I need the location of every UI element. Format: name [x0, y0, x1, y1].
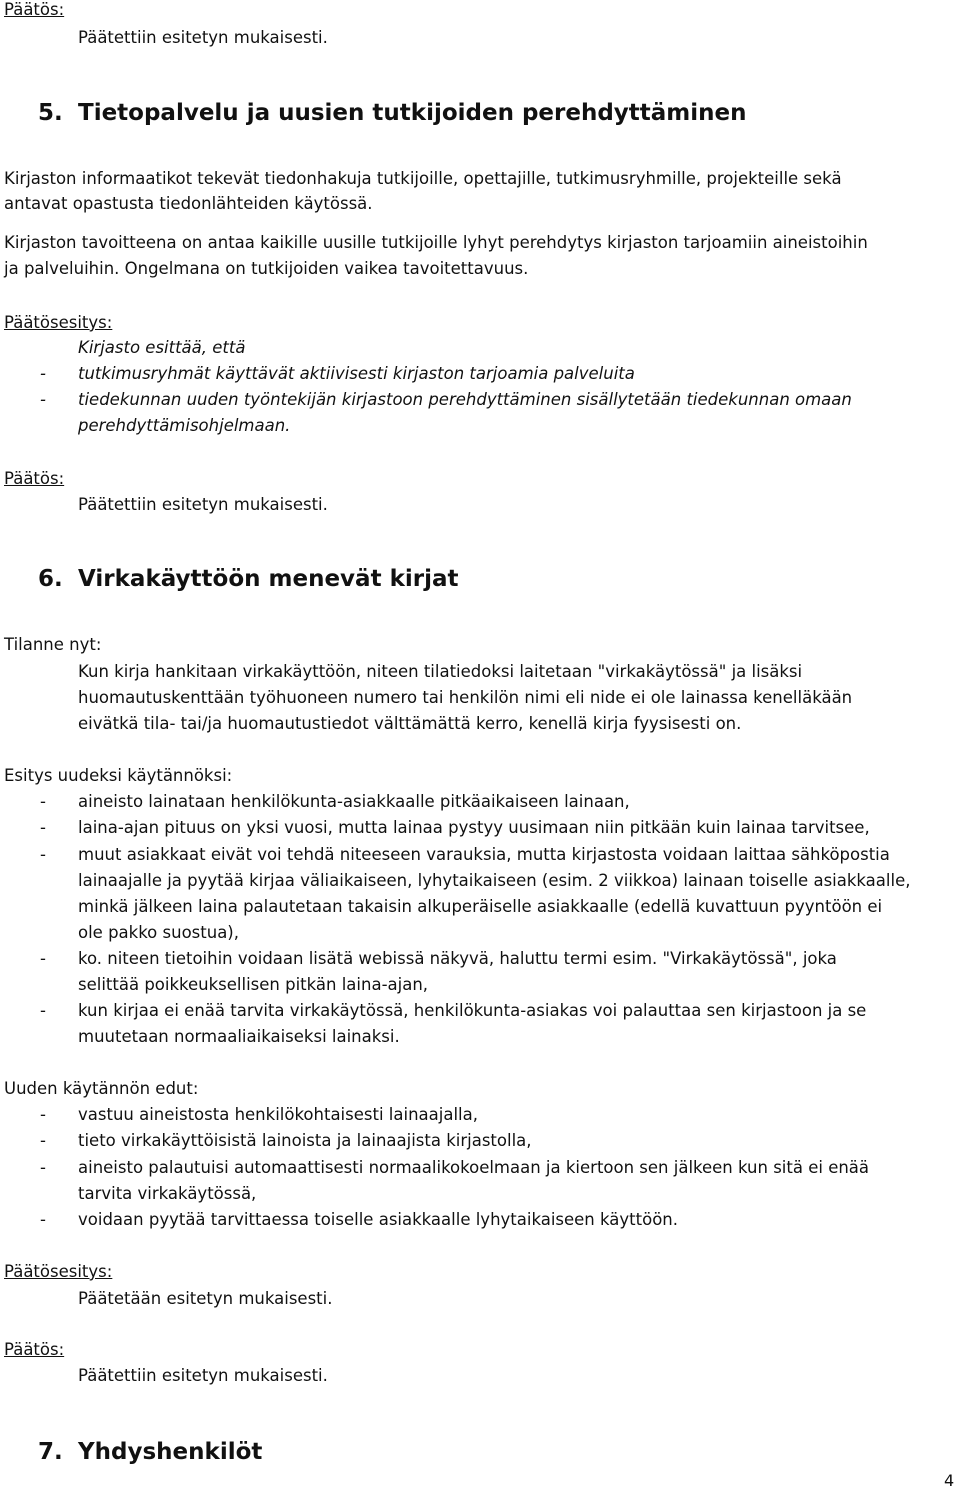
bullet-dash: - [40, 1001, 46, 1020]
bullet-dash: - [40, 1210, 46, 1229]
section-6-benefits-label: Uuden käytännön edut: [4, 1079, 199, 1098]
section-6-proposal-text: Päätetään esitetyn mukaisesti. [78, 1289, 333, 1308]
top-decision-label: Päätös: [4, 0, 65, 19]
section-5-proposal-item-1: tutkimusryhmät käyttävät aktiivisesti kirjaston tarjoamia palveluita [78, 364, 635, 383]
benefit-item-1: vastuu aineistosta henkilökohtaisesti lainaajalla, [78, 1105, 478, 1124]
benefit-item-3: aineisto palautuisi automaattisesti normaalikokoelmaan ja kiertoon sen jälkeen kun sitä ei enää [78, 1158, 870, 1177]
new-practice-item-3-cont1: lainaajalle ja pyytää kirjaa väliaikaiseen, lyhytaikaiseen (esim. 2 viikkoa) lainaan toiselle asiakkaalle, [78, 871, 911, 890]
new-practice-item-1: aineisto lainataan henkilökunta-asiakkaalle pitkäaikaiseen lainaan, [78, 792, 630, 811]
bullet-dash: - [40, 845, 46, 864]
new-practice-item-5-cont: muutetaan normaaliaikaiseksi lainaksi. [78, 1027, 400, 1046]
section-5-number: 5. [38, 100, 63, 126]
section-6-number: 6. [38, 566, 63, 592]
section-5-para1-line1: Kirjaston informaatikot tekevät tiedonhakuja tutkijoille, opettajille, tutkimusryhmille, projekteille sekä [4, 169, 842, 188]
section-5-title: Tietopalvelu ja uusien tutkijoiden perehdyttäminen [78, 100, 747, 126]
section-6-decision-text: Päätettiin esitetyn mukaisesti. [78, 1366, 328, 1385]
section-7-number: 7. [38, 1439, 63, 1465]
section-5-para2-line1: Kirjaston tavoitteena on antaa kaikille uusille tutkijoille lyhyt perehdytys kirjaston tarjoamiin aineistoihin [4, 233, 868, 252]
section-5-decision-label: Päätös: [4, 469, 65, 488]
section-6-current-label: Tilanne nyt: [4, 635, 102, 654]
new-practice-item-3-cont2: minkä jälkeen laina palautetaan takaisin alkuperäiselle asiakkaalle (edellä kuvattuun pyyntöön ei [78, 897, 883, 916]
benefit-item-4: voidaan pyytää tarvittaessa toiselle asiakkaalle lyhytaikaiseen käyttöön. [78, 1210, 678, 1229]
section-6-decision-label: Päätös: [4, 1340, 65, 1359]
bullet-dash: - [40, 364, 46, 383]
top-decision-text: Päätettiin esitetyn mukaisesti. [78, 28, 328, 47]
section-5-proposal-label: Päätösesitys: [4, 313, 113, 332]
benefit-item-2: tieto virkakäyttöisistä lainoista ja lainaajista kirjastolla, [78, 1131, 532, 1150]
section-5-decision-text: Päätettiin esitetyn mukaisesti. [78, 495, 328, 514]
section-5-para1-line2: antavat opastusta tiedonlähteiden käytössä. [4, 194, 373, 213]
new-practice-item-4: ko. niteen tietoihin voidaan lisätä webissä näkyvä, haluttu termi esim. "Virkakäytössä", joka [78, 949, 837, 968]
section-7-title: Yhdyshenkilöt [78, 1439, 263, 1465]
section-6-new-practice-label: Esitys uudeksi käytännöksi: [4, 766, 233, 785]
section-5-para2-line2: ja palveluihin. Ongelmana on tutkijoiden vaikea tavoitettavuus. [4, 259, 529, 278]
section-5-proposal-item-2: tiedekunnan uuden työntekijän kirjastoon perehdyttäminen sisällytetään tiedekunnan omaan [78, 390, 852, 409]
benefit-item-3-cont: tarvita virkakäytössä, [78, 1184, 257, 1203]
bullet-dash: - [40, 792, 46, 811]
section-6-title: Virkakäyttöön menevät kirjat [78, 566, 459, 592]
section-6-current-line1: Kun kirja hankitaan virkakäyttöön, niteen tilatiedoksi laitetaan "virkakäytössä" ja lisäksi [78, 662, 803, 681]
bullet-dash: - [40, 949, 46, 968]
section-6-proposal-label: Päätösesitys: [4, 1262, 113, 1281]
new-practice-item-4-cont: selittää poikkeuksellisen pitkän laina-ajan, [78, 975, 429, 994]
bullet-dash: - [40, 1158, 46, 1177]
bullet-dash: - [40, 1131, 46, 1150]
new-practice-item-2: laina-ajan pituus on yksi vuosi, mutta lainaa pystyy uusimaan niin pitkään kuin lainaa tarvitsee, [78, 818, 870, 837]
new-practice-item-3: muut asiakkaat eivät voi tehdä niteeseen varauksia, mutta kirjastosta voidaan laittaa sähköpostia [78, 845, 890, 864]
section-6-current-line2: huomautuskenttään työhuoneen numero tai henkilön nimi eli nide ei ole lainassa kenelläkään [78, 688, 853, 707]
section-5-proposal-item-2-cont: perehdyttämisohjelmaan. [78, 416, 291, 435]
page-number: 4 [944, 1471, 955, 1490]
bullet-dash: - [40, 1105, 46, 1124]
section-5-proposal-intro: Kirjasto esittää, että [78, 338, 246, 357]
new-practice-item-5: kun kirjaa ei enää tarvita virkakäytössä, henkilökunta-asiakas voi palauttaa sen kirjastoon ja se [78, 1001, 867, 1020]
section-6-current-line3: eivätkä tila- tai/ja huomautustiedot välttämättä kerro, kenellä kirja fyysisesti on. [78, 714, 742, 733]
new-practice-item-3-cont3: ole pakko suostua), [78, 923, 239, 942]
bullet-dash: - [40, 390, 46, 409]
bullet-dash: - [40, 818, 46, 837]
